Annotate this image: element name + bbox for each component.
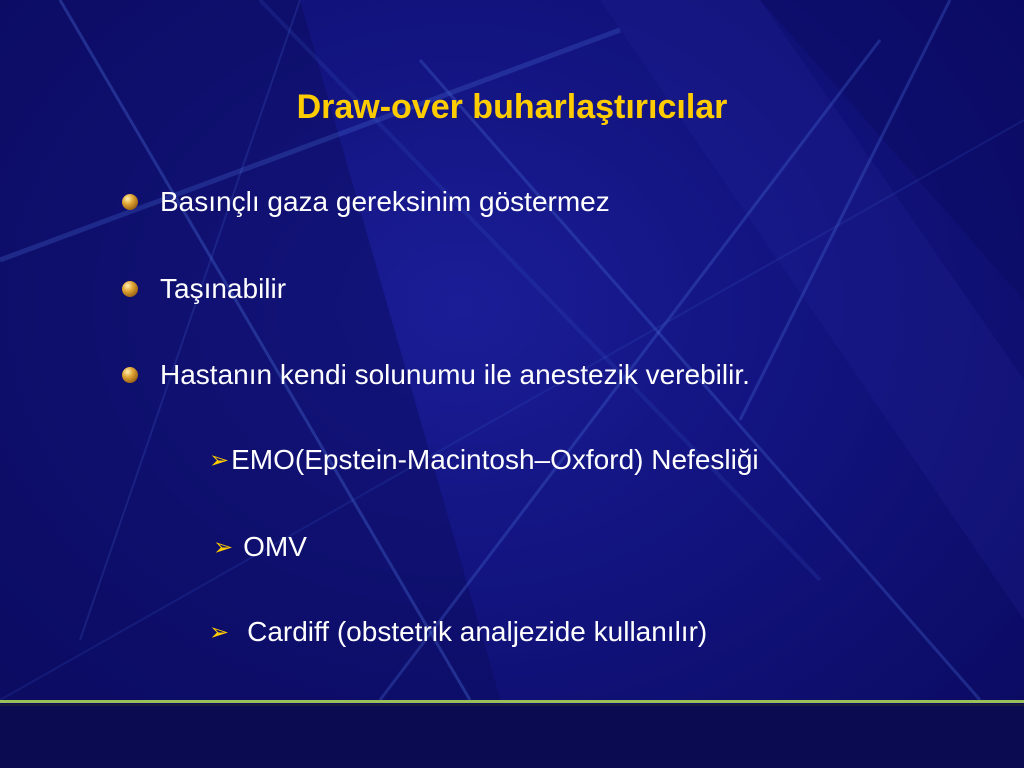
bullet-text: Hastanın kendi solunumu ile anestezik verebilir. [160,359,750,390]
sub-bullet-item [209,444,759,476]
bullet-item [122,186,610,218]
bullet-ball-icon [122,194,138,210]
sub-bullet-item [209,616,707,648]
sub-bullet-text: Cardiff (obstetrik analjezide kullanılır) [247,616,708,647]
sub-bullet-item [213,531,307,563]
bullet-item [122,359,750,391]
footer-band [0,706,1024,768]
arrow-bullet-icon: ➢ [209,618,230,646]
sub-bullet-text: OMV [243,531,307,562]
bullet-text: Taşınabilir [160,273,287,304]
footer-divider [0,700,1024,703]
slide-title: Draw-over buharlaştırıcılar [296,88,728,126]
bullet-item [122,273,286,305]
arrow-bullet-icon: ➢ [209,446,230,474]
arrow-bullet-icon: ➢ [213,533,234,561]
bullet-ball-icon [122,367,138,383]
bullet-text: Basınçlı gaza gereksinim göstermez [160,186,610,217]
bullet-ball-icon [122,281,138,297]
sub-bullet-text: EMO(Epstein-Macintosh–Oxford) Nefesliği [231,444,759,475]
